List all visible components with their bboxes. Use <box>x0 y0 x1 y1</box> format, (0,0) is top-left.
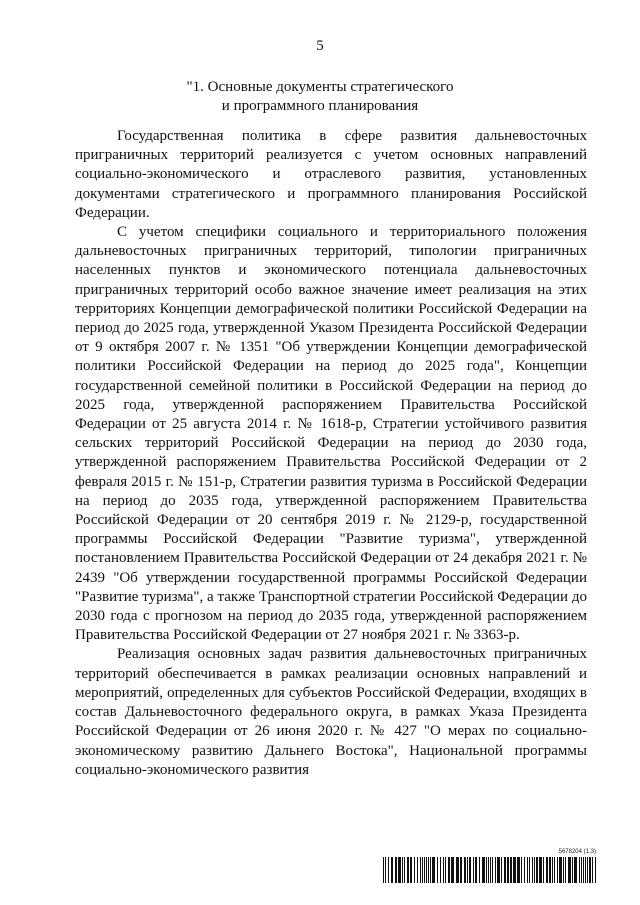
barcode-bar <box>501 857 502 883</box>
barcode-bar <box>565 857 566 883</box>
barcode-bar <box>482 857 485 883</box>
barcode-image <box>383 857 597 883</box>
barcode-bar <box>559 857 562 883</box>
barcode-bar <box>383 857 384 883</box>
barcode-bar <box>521 857 522 883</box>
barcode-bar <box>456 857 459 883</box>
barcode-bar <box>507 857 509 883</box>
barcode-bar <box>552 857 553 883</box>
barcode-bar <box>391 857 393 883</box>
barcode-bar <box>581 857 582 883</box>
barcode-bar <box>473 857 474 883</box>
barcode-bar <box>574 857 577 883</box>
barcode-bar <box>479 857 480 883</box>
paragraph-1: Государственная политика в сфере развития дальневосточных приграничных территорий реализуется с учетом основных направлений социально-экономического и отраслевого развития, установленных документами стратегического и программного планирования Российской Федерации. <box>75 128 587 221</box>
document-code: 5678204 (1.3) <box>558 849 596 855</box>
barcode-bar <box>417 857 418 883</box>
barcode-bar <box>475 857 477 883</box>
barcode-bar <box>451 857 454 883</box>
barcode-bar <box>398 857 401 883</box>
barcode-bar <box>432 857 435 883</box>
barcode-bar <box>532 857 533 883</box>
barcode-bar <box>437 857 438 883</box>
barcode-bar <box>410 857 412 883</box>
barcode-bar <box>395 857 397 883</box>
barcode-bar <box>426 857 427 883</box>
barcode-bar <box>539 857 542 883</box>
barcode-bar <box>469 857 471 883</box>
barcode-bar <box>422 857 423 883</box>
barcode-bar <box>557 857 558 883</box>
barcode-bar <box>527 857 528 883</box>
barcode-bar <box>467 857 468 883</box>
barcode-bar <box>534 857 535 883</box>
barcode-bar <box>407 857 409 883</box>
barcode-bar <box>536 857 538 883</box>
barcode-bar <box>517 857 520 883</box>
barcode-bar <box>568 857 571 883</box>
barcode-bar <box>510 857 512 883</box>
barcode-bar <box>546 857 548 883</box>
barcode-bar <box>592 857 593 883</box>
barcode-bar <box>572 857 573 883</box>
barcode-bar <box>388 857 389 883</box>
barcode-bar <box>495 857 496 883</box>
barcode-bar <box>385 857 386 883</box>
section-title-line-2: и программного планирования <box>221 98 419 114</box>
barcode-bar <box>585 857 586 883</box>
barcode-bar <box>563 857 564 883</box>
barcode-bar <box>424 857 425 883</box>
barcode-bar <box>513 857 516 883</box>
barcode-bar <box>583 857 584 883</box>
barcode-bar <box>488 857 489 883</box>
page-number: 5 <box>316 38 324 54</box>
paragraph-2: С учетом специфики социального и территориального положения дальневосточных приграничных территорий, типологии приграничных населенных пунктов и экономического потенциала дальневосточных приграничных территорий особо важное значение имеет реализация на этих территориях Концепции демографической политики Российской Федерации на период до 2025 года, утвержденной Указом Президента Российской Федерации от 9 октября 2007 г. № 1351 "Об утверждении Концепции демографической политики Российской Федерации на период до 2025 года", Концепции государственной семейной политики в Российской Федерации на период до 2025 года, утвержденной распоряжением Правительства Российской Федерации от 25 августа 2014 г. № 1618-р, Стратегии устойчивого развития сельских территорий Российской Федерации на период до 2030 года, утвержденной распоряжением Правительства Российской Федерации от 2 февраля 2015 г. № 151-р, Стратегии развития туризма в Российской Федерации на период до 2035 года, утвержденной распоряжением Правительства Российской Федерации от 20 сентября 2019 г. № 2129-р, государственной программы Российской Федерации "Развитие туризма", утвержденной постановлением Правительства Российской Федерации от 24 декабря 2021 г. № 2439 "Об утверждении государственной программы Российской Федерации "Развитие туризма", а также Транспортной стратегии Российской Федерации до 2030 года с прогнозом на период до 2035 года, утвержденной распоряжением Правительства Российской Федерации от 27 ноября 2021 г. № 3363-р. <box>75 224 587 644</box>
paragraph-3: Реализация основных задач развития дальневосточных приграничных территорий обеспечивается в рамках реализации основных направлений и мероприятий, определенных для субъектов Российской Федерации, входящих в состав Дальневосточного федерального округа, в рамках Указа Президента Российской Федерации от 26 июня 2020 г. № 427 "О мерах по социально-экономическому развитию Дальнего Востока", Национальной программы социально-экономического развития <box>75 646 587 778</box>
barcode-bar <box>554 857 555 883</box>
barcode-bar <box>490 857 491 883</box>
barcode-bar <box>460 857 462 883</box>
barcode-bar <box>579 857 580 883</box>
barcode-bar <box>589 857 591 883</box>
barcode-bar <box>595 857 596 883</box>
barcode-bar <box>420 857 421 883</box>
barcode-bar <box>404 857 405 883</box>
barcode-bar <box>486 857 487 883</box>
barcode-bar <box>492 857 493 883</box>
section-title <box>0 78 640 116</box>
barcode-bar <box>448 857 450 883</box>
barcode-bar <box>529 857 530 883</box>
barcode-bar <box>428 857 429 883</box>
barcode-bar <box>430 857 431 883</box>
barcode-bar <box>414 857 415 883</box>
barcode-bar <box>445 857 446 883</box>
section-title-line-1: "1. Основные документы стратегического <box>186 79 454 95</box>
barcode-bar <box>440 857 441 883</box>
barcode-bar <box>402 857 403 883</box>
barcode-bar <box>497 857 500 883</box>
barcode-bar <box>504 857 506 883</box>
barcode-bar <box>524 857 525 883</box>
barcode-bar <box>587 857 588 883</box>
document-body <box>75 127 587 780</box>
barcode-bar <box>443 857 444 883</box>
barcode-bar <box>549 857 551 883</box>
barcode-bar <box>464 857 466 883</box>
barcode-bar <box>543 857 544 883</box>
